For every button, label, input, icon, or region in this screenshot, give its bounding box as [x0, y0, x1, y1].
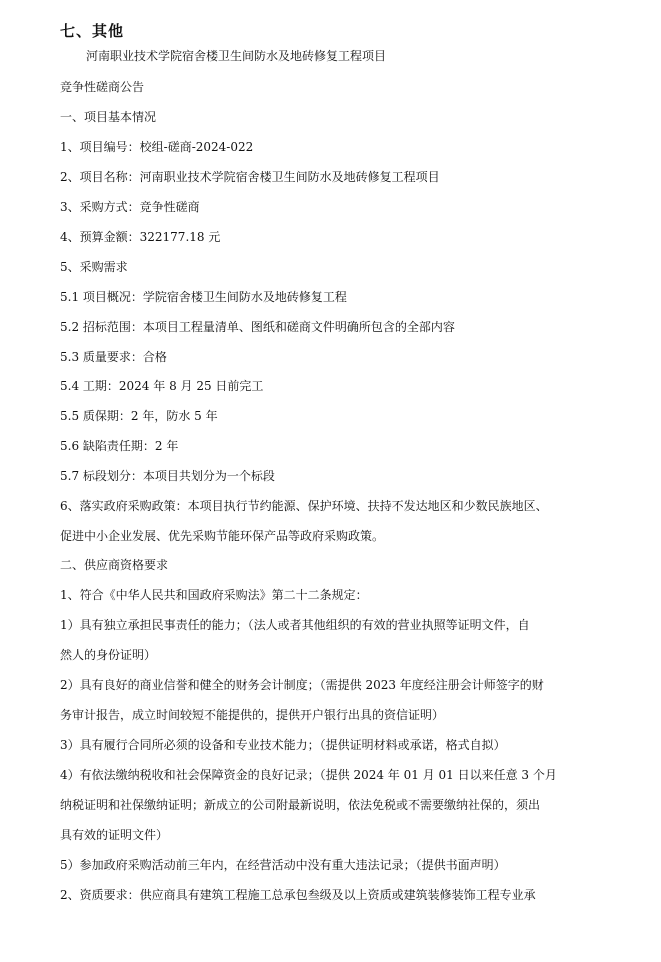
requirements-heading: 5、采购需求	[60, 260, 128, 274]
qualification-1-4-line-3: 具有效的证明文件）	[60, 828, 169, 842]
section-heading: 七、其他	[60, 22, 125, 40]
requirement-5-6: 5.6 缺陷责任期：2 年	[60, 439, 179, 453]
requirement-5-4: 5.4 工期：2024 年 8 月 25 日前完工	[60, 379, 264, 393]
subsection-heading: 二、供应商资格要求	[60, 558, 169, 572]
qualification-2: 2、资质要求：供应商具有建筑工程施工总承包叁级及以上资质或建筑装修装饰工程专业承	[60, 888, 536, 902]
subsection-heading: 一、项目基本情况	[60, 110, 157, 124]
announcement-type-line: 竞争性磋商公告	[60, 80, 145, 94]
procurement-method-line: 3、采购方式：竞争性磋商	[60, 200, 200, 214]
qualification-1-3: 3）具有履行合同所必须的设备和专业技术能力；（提供证明材料或承诺，格式自拟）	[60, 738, 506, 752]
project-name-line: 2、项目名称：河南职业技术学院宿舍楼卫生间防水及地砖修复工程项目	[60, 170, 440, 184]
requirement-5-7: 5.7 标段划分：本项目共划分为一个标段	[60, 469, 275, 483]
budget-line: 4、预算金额：322177.18 元	[60, 230, 221, 244]
qualification-1-4-line-2: 纳税证明和社保缴纳证明；新成立的公司附最新说明，依法免税或不需要缴纳社保的，须出	[60, 798, 541, 812]
requirement-5-2: 5.2 招标范围：本项目工程量清单、图纸和磋商文件明确所包含的全部内容	[60, 320, 455, 334]
project-title-line: 河南职业技术学院宿舍楼卫生间防水及地砖修复工程项目	[86, 49, 387, 63]
qualification-1-2-line-2: 务审计报告，成立时间较短不能提供的，提供开户银行出具的资信证明）	[60, 708, 445, 722]
qualification-1-2-line-1: 2）具有良好的商业信誉和健全的财务会计制度；（需提供 2023 年度经注册会计师签字的财	[60, 678, 544, 692]
policy-line-1: 6、落实政府采购政策：本项目执行节约能源、保护环境、扶持不发达地区和少数民族地区、	[60, 499, 548, 513]
qualification-1-4-line-1: 4）有依法缴纳税收和社会保障资金的良好记录；（提供 2024 年 01 月 01 日以来任意 3 个月	[60, 768, 557, 782]
policy-line-2: 促进中小企业发展、优先采购节能环保产品等政府采购政策。	[60, 529, 385, 543]
qualification-1-1-line-2: 然人的身份证明）	[60, 648, 157, 662]
qualification-1: 1、符合《中华人民共和国政府采购法》第二十二条规定：	[60, 588, 368, 602]
requirement-5-5: 5.5 质保期：2 年，防水 5 年	[60, 409, 218, 423]
requirement-5-1: 5.1 项目概况：学院宿舍楼卫生间防水及地砖修复工程	[60, 290, 347, 304]
requirement-5-3: 5.3 质量要求：合格	[60, 350, 167, 364]
qualification-1-5: 5）参加政府采购活动前三年内，在经营活动中没有重大违法记录；（提供书面声明）	[60, 858, 506, 872]
qualification-1-1-line-1: 1）具有独立承担民事责任的能力；（法人或者其他组织的有效的营业执照等证明文件，自	[60, 618, 530, 632]
project-number-line: 1、项目编号：校组-磋商-2024-022	[60, 140, 254, 154]
